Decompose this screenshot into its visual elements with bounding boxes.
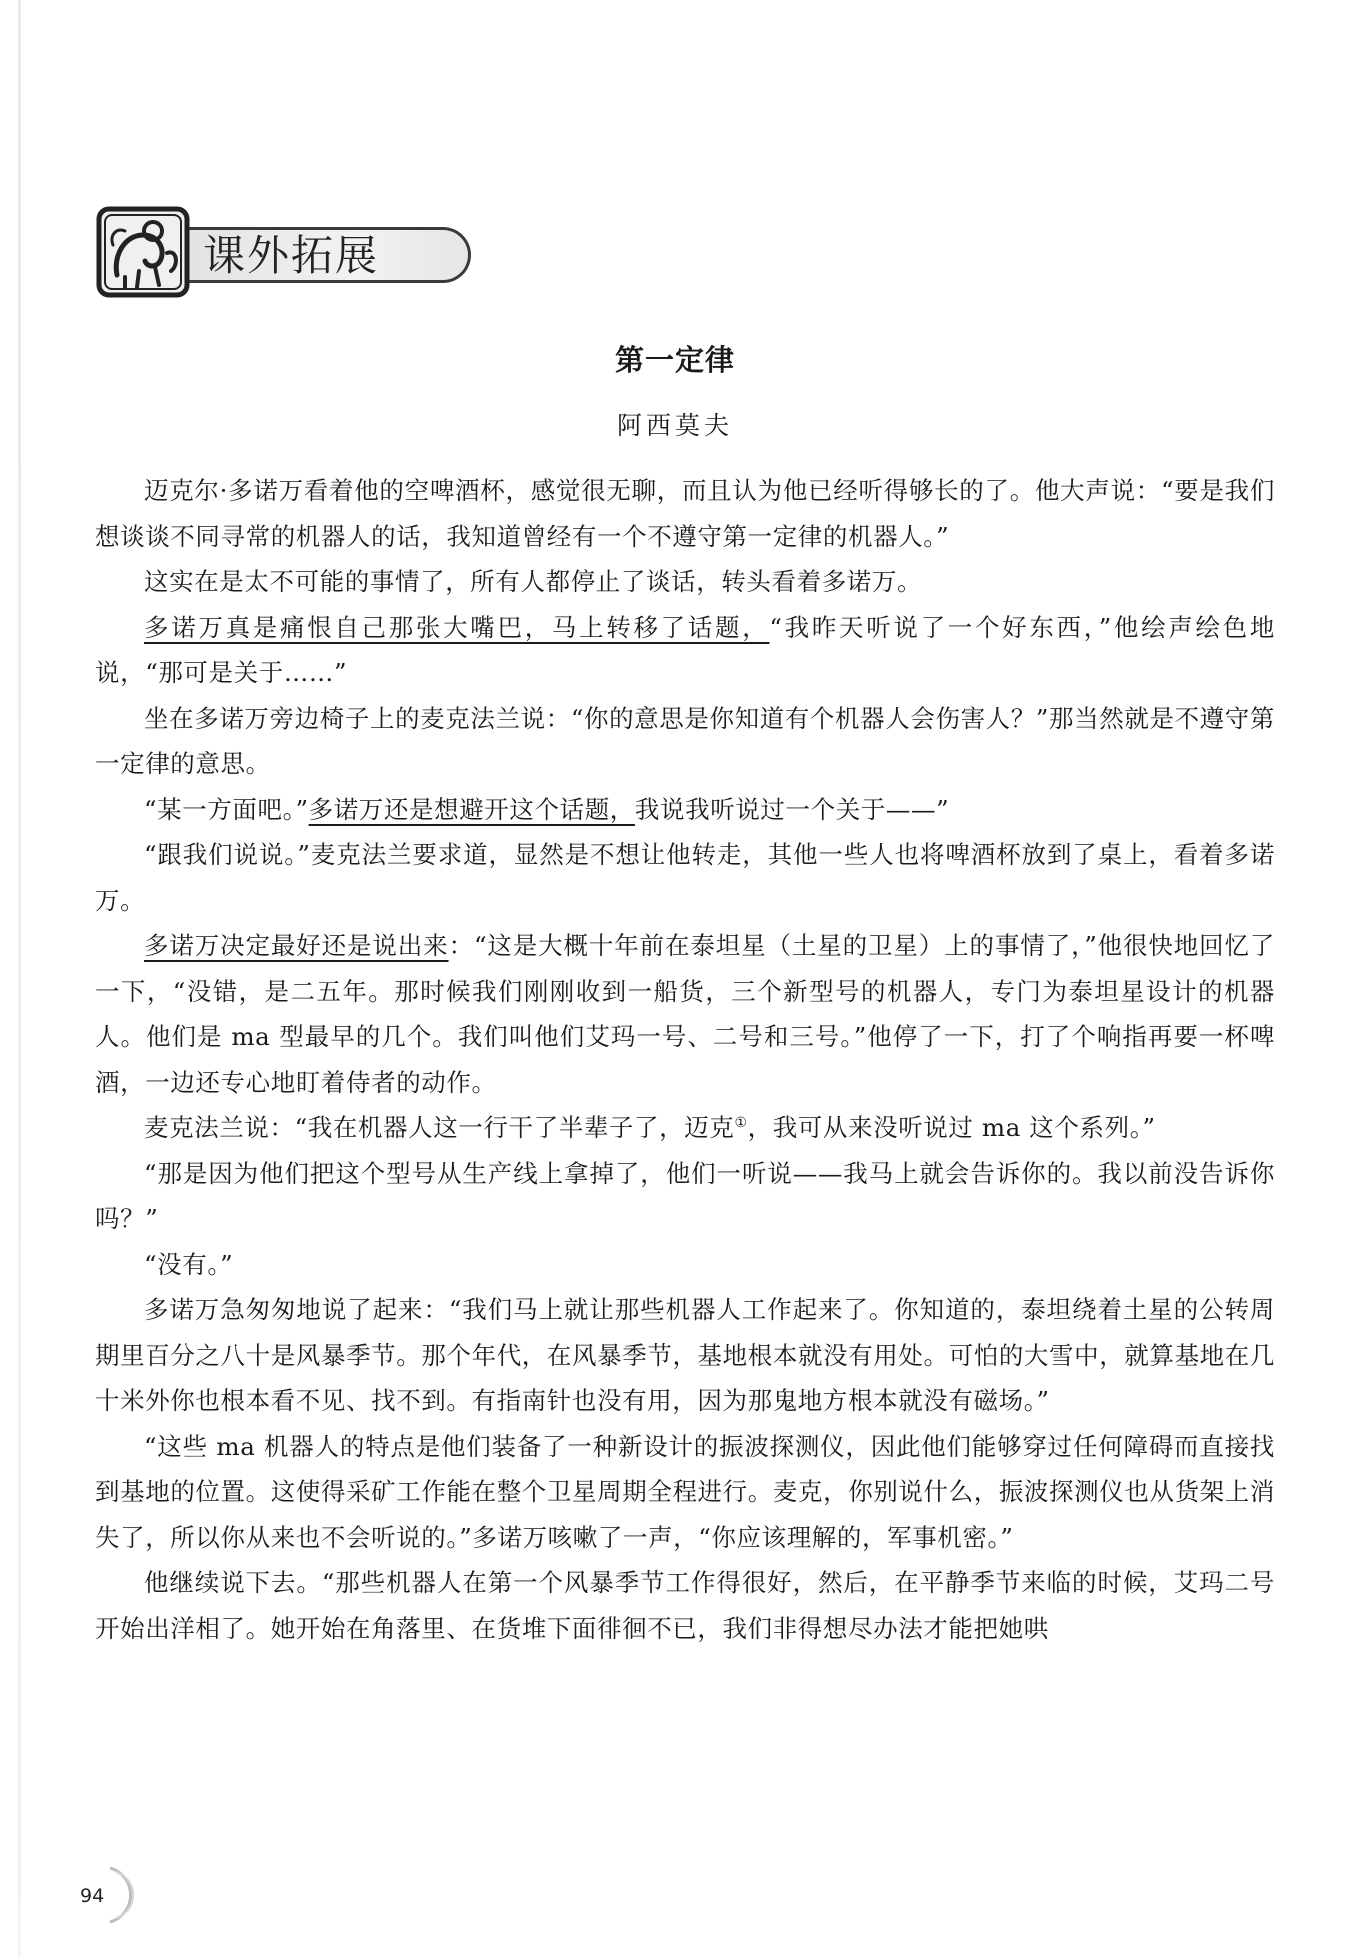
underlined-text: 多诺万决定最好还是说出来 — [144, 931, 449, 960]
paragraph-text: “那是因为他们把这个型号从生产线上拿掉了，他们一听说——我马上就会告诉你的。我以前没告诉你吗？” — [95, 1158, 1275, 1233]
monkey-seal-icon — [95, 205, 195, 301]
paragraph-text: 迈克尔·多诺万看着他的空啤酒杯，感觉很无聊，而且认为他已经听得够长的了。他大声说：“要是我们想谈谈不同寻常的机器人的话，我知道曾经有一个不遵守第一定律的机器人。” — [95, 476, 1275, 551]
paragraph-text: “某一方面吧。” — [144, 794, 309, 824]
paragraph — [95, 1105, 1275, 1151]
page-number: 94 — [80, 1885, 105, 1907]
paragraph-text: 坐在多诺万旁边椅子上的麦克法兰说：“你的意思是你知道有个机器人会伤害人？”那当然就是不遵守第一定律的意思。 — [95, 703, 1275, 778]
paragraph-text: “没有。” — [144, 1249, 234, 1279]
paragraph — [95, 696, 1275, 787]
paragraph-text: 我说我听说过一个关于——” — [634, 794, 950, 824]
paragraph-text: 他继续说下去。“那些机器人在第一个风暴季节工作得很好，然后，在平静季节来临的时候，艾玛二号开始出洋相了。她开始在角落里、在货堆下面徘徊不已，我们非得想尽办法才能把她哄 — [95, 1568, 1275, 1643]
paragraph-text: “跟我们说说。”麦克法兰要求道，显然是不想让他转走，其他一些人也将啤酒杯放到了桌上，看着多诺万。 — [95, 840, 1275, 915]
paragraph — [95, 923, 1275, 1105]
paragraph-text: ：“这是大概十年前在泰坦星（土星的卫星）上的事情了，”他很快地回忆了一下，“没错，是二五年。那时候我们刚刚收到一船货，三个新型号的机器人，专门为泰坦星设计的机器人。他们是 ma 型最早的几个。我们叫他们艾玛一号、二号和三号。”他停了一下，打了个响指再要一杯啤酒，一边还专心地盯着侍者的动作。 — [95, 931, 1275, 1097]
paragraph-text: “这些 ma 机器人的特点是他们装备了一种新设计的振波探测仪，因此他们能够穿过任何障碍而直接找到基地的位置。这使得采矿工作能在整个卫星周期全程进行。麦克，你别说什么，振波探测仪也从货架上消失了，所以你从来也不会听说的。”多诺万咳嗽了一声，“你应该理解的，军事机密。” — [95, 1431, 1275, 1552]
paragraph — [95, 605, 1275, 696]
paragraph — [95, 1151, 1275, 1242]
page-edge — [18, 0, 21, 1957]
footnote-marker: ① — [734, 1114, 748, 1131]
paragraph-text: 多诺万急匆匆地说了起来：“我们马上就让那些机器人工作起来了。你知道的，泰坦绕着土星的公转周期里百分之八十是风暴季节。那个年代，在风暴季节，基地根本就没有用处。可怕的大雪中，就算基地在几十米外你也根本看不见、找不到。有指南针也没有用，因为那鬼地方根本就没有磁场。” — [95, 1295, 1275, 1415]
paragraph-text: “我昨天听说了一个好东西，”他绘声绘色地说，“那可是关于……” — [95, 612, 1275, 687]
paragraph — [95, 1287, 1275, 1424]
paragraph-text: 这实在是太不可能的事情了，所有人都停止了谈话，转头看着多诺万。 — [144, 567, 923, 596]
article-title: 第一定律 — [614, 343, 735, 377]
paragraph — [95, 559, 1275, 605]
paragraph-text: ，我可从来没听说过 ma 这个系列。” — [747, 1113, 1156, 1142]
paragraph — [95, 832, 1275, 923]
section-banner — [95, 205, 385, 301]
paragraph — [95, 1424, 1275, 1561]
paragraph — [95, 1242, 1275, 1288]
paragraph — [95, 787, 1275, 833]
paragraph-text: 麦克法兰说：“我在机器人这一行干了半辈子了，迈克 — [144, 1113, 735, 1142]
paragraph — [95, 468, 1275, 559]
underlined-text: 多诺万还是想避开这个话题， — [308, 794, 635, 824]
section-title: 课外拓展 — [203, 231, 380, 280]
article-body — [95, 468, 1275, 1651]
paragraph — [95, 1560, 1275, 1651]
article-author: 阿西莫夫 — [616, 411, 733, 440]
underlined-text: 多诺万真是痛恨自己那张大嘴巴，马上转移了话题， — [144, 612, 770, 642]
